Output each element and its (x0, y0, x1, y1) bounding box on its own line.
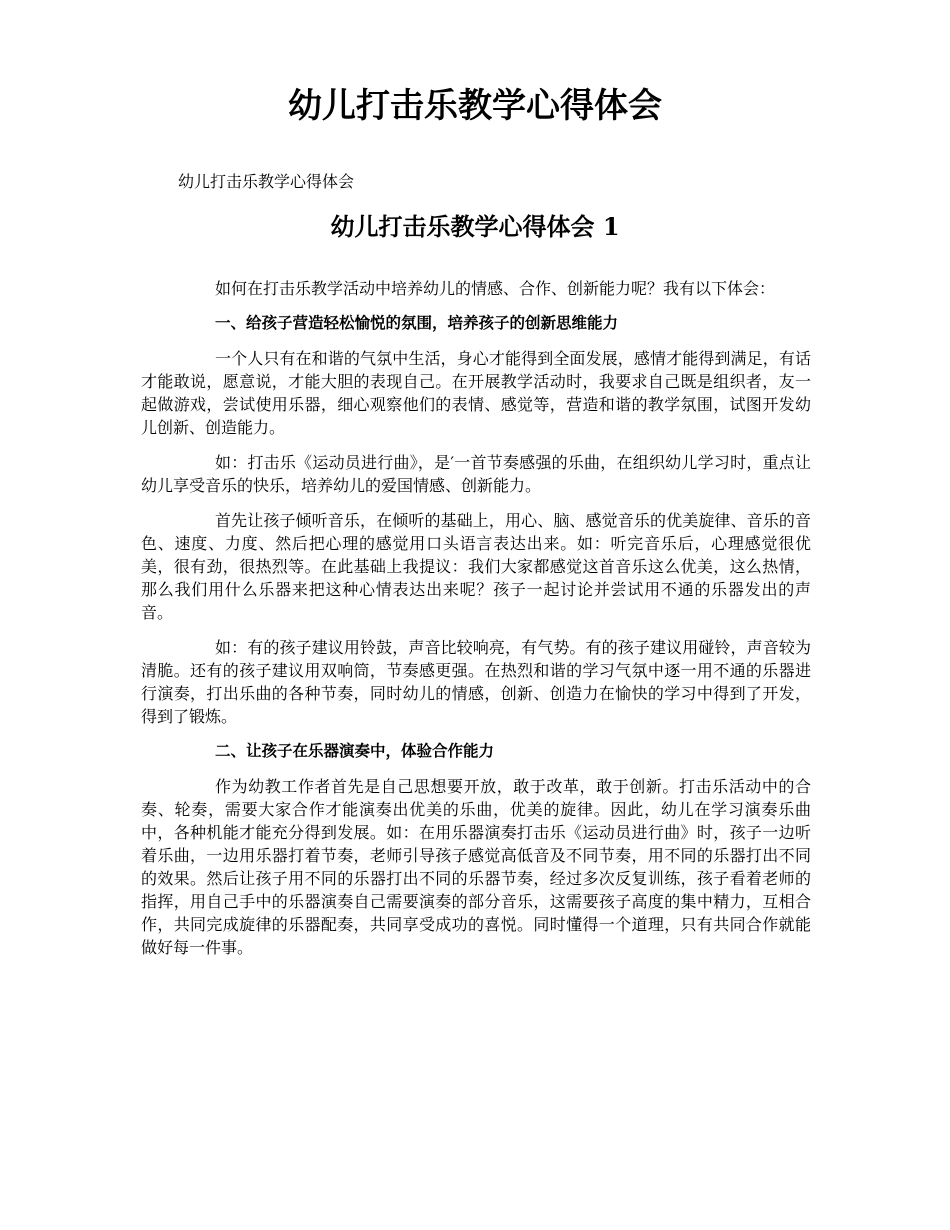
section-title: 幼儿打击乐教学心得体会 1 (330, 212, 620, 241)
paragraph-instruments: 如：有的孩子建议用铃鼓，声音比较响亮，有气势。有的孩子建议用碰铃，声音较为清脆。还有的孩子建议用双响筒，节奏感更强。在热烈和谐的学习气氛中逐一用不通的乐器进行演奏，打出乐曲的各种节奏，同时幼儿的情感，创新、创造力在愉快的学习中得到了开发，得到了锻炼。 (141, 638, 811, 726)
document-body (141, 277, 811, 971)
paragraph-listening: 首先让孩子倾听音乐，在倾听的基础上，用心、脑、感觉音乐的优美旋律、音乐的音色、速度、力度、然后把心理的感觉用口头语言表达出来。如：听完音乐后，心理感觉很优美，很有劲，很热烈等。在此基础上我提议：我们大家都感觉这首音乐这么优美，这么热情，那么我们用什么乐器来把这种心情表达出来呢？孩子一起讨论并尝试用不通的乐器发出的声音。 (141, 511, 811, 622)
paragraph-example-march: 如：打击乐《运动员进行曲》，是′一首节奏感强的乐曲，在组织幼儿学习时，重点让幼儿享受音乐的快乐，培养幼儿的爱国情感、创新能力。 (141, 453, 811, 495)
paragraph-intro: 如何在打击乐教学活动中培养幼儿的情感、合作、创新能力呢？我有以下体会： (215, 279, 776, 298)
heading-section-two: 二、让孩子在乐器演奏中，体验合作能力 (215, 742, 495, 760)
document-subtitle: 幼儿打击乐教学心得体会 (178, 172, 355, 191)
heading-section-one: 一、给孩子营造轻松愉悦的氛围，培养孩子的创新思维能力 (215, 314, 619, 332)
paragraph-cooperation: 作为幼教工作者首先是自己思想要开放，敢于改革，敢于创新。打击乐活动中的合奏、轮奏，需要大家合作才能演奏出优美的乐曲，优美的旋律。因此，幼儿在学习演奏乐曲中，各种机能才能充分得到发展。如：在用乐器演奏打击乐《运动员进行曲》时，孩子一边听着乐曲，一边用乐器打着节奏，老师引导孩子感觉高低音及不同节奏，用不同的乐器打出不同的效果。然后让孩子用不同的乐器打出不同的乐器节奏，经过多次反复训练，孩子看着老师的指挥，用自己手中的乐器演奏自己需要演奏的部分音乐，这需要孩子高度的集中精力，互相合作，共同完成旋律的乐器配奏，共同享受成功的喜悦。同时懂得一个道理，只有共同合作就能做好每一件事。 (141, 777, 811, 957)
document-title: 幼儿打击乐教学心得体会 (288, 86, 662, 126)
paragraph-harmony: 一个人只有在和谐的气氛中生活，身心才能得到全面发展，感情才能得到满足，有话才能敢说，愿意说，才能大胆的表现自己。在开展教学活动时，我要求自己既是组织者，友一起做游戏，尝试使用乐器，细心观察他们的表情、感觉等，营造和谐的教学氛围，试图开发幼儿创新、创造能力。 (141, 349, 811, 437)
